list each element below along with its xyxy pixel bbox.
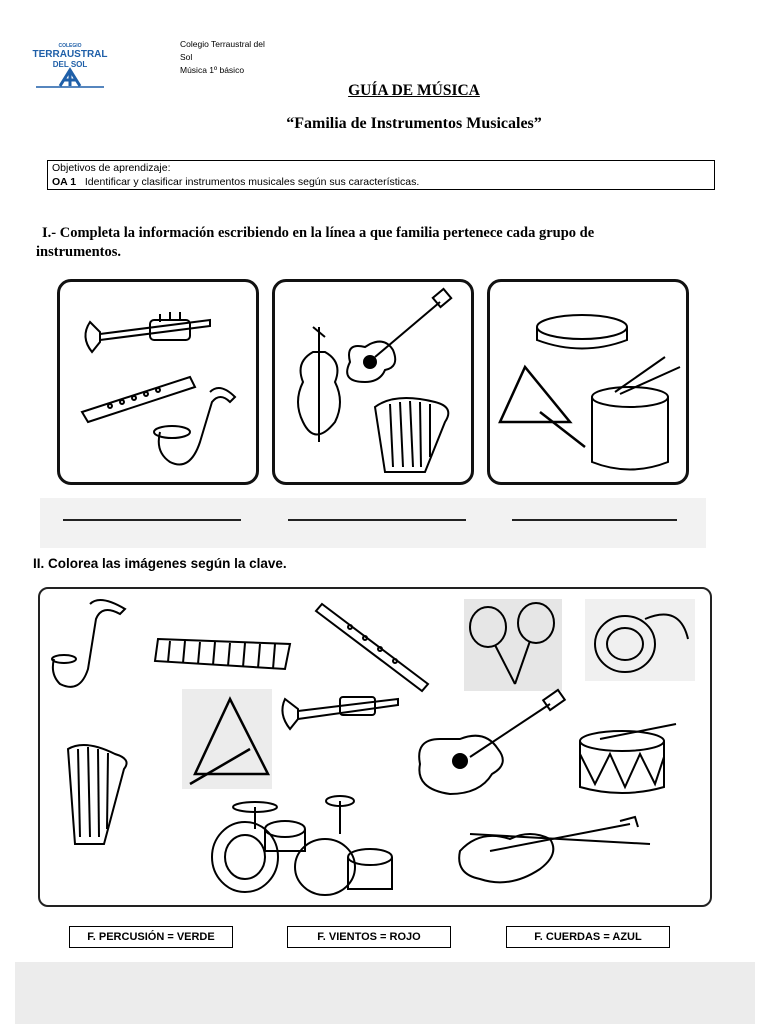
section1-instruction (36, 224, 726, 262)
triangle-icon (182, 689, 272, 789)
tuba-icon (585, 599, 695, 681)
guitar-icon (419, 690, 565, 794)
page-title: GUÍA DE MÚSICA (348, 82, 480, 99)
answer-lines-area (40, 498, 706, 548)
answer-line-1[interactable] (63, 519, 241, 521)
key-strings: F. CUERDAS = AZUL (506, 926, 670, 948)
section1-line2: instrumentos. (36, 244, 121, 260)
school-name-line1: Colegio Terraustral del (180, 39, 265, 49)
oa-label: OA 1 (52, 176, 77, 188)
guitar-icon (347, 289, 451, 382)
trumpet-icon (282, 697, 398, 729)
school-info (180, 38, 265, 77)
key-percussion: F. PERCUSIÓN = VERDE (69, 926, 233, 948)
page-footer-area (15, 962, 755, 1024)
triangle-icon (500, 367, 585, 447)
violin-icon (459, 817, 650, 882)
harp-icon (375, 398, 448, 472)
section1-line1: I.- Completa la información escribiendo en la línea a que familia pertenece cada grupo de (42, 225, 595, 241)
oa-text: Identificar y clasificar instrumentos musicales según sus características. (84, 176, 420, 188)
instrument-group-percussion (487, 279, 689, 485)
coloring-area (38, 587, 712, 907)
saxophone-icon (52, 600, 125, 687)
school-name-line2: Sol (180, 52, 193, 62)
harp-icon (68, 745, 127, 844)
key-winds: F. VIENTOS = ROJO (287, 926, 451, 948)
saxophone-icon (154, 388, 235, 465)
tambourine-icon (537, 315, 627, 349)
section2-instruction: II. Colorea las imágenes según la clave. (33, 556, 287, 571)
recorder-icon (316, 604, 428, 691)
recorder-icon (82, 377, 195, 422)
course-line: Música 1º básico (180, 65, 245, 75)
violin-icon (298, 327, 340, 442)
xylophone-icon (155, 639, 290, 669)
answer-line-2[interactable] (288, 519, 466, 521)
drum-icon (592, 357, 680, 470)
svg-text:DEL SOL: DEL SOL (52, 60, 88, 69)
answer-line-3[interactable] (512, 519, 677, 521)
objective-oa1 (52, 175, 714, 189)
drum-kit-icon (212, 796, 392, 895)
trumpet-icon (85, 312, 210, 352)
instrument-group-winds (57, 279, 259, 485)
objectives-heading: Objetivos de aprendizaje: (52, 162, 171, 174)
instrument-group-strings (272, 279, 474, 485)
maracas-icon (464, 599, 562, 691)
page-subtitle: “Familia de Instrumentos Musicales” (286, 115, 542, 132)
svg-text:TERRAUSTRAL: TERRAUSTRAL (32, 49, 108, 60)
drum-icon (580, 724, 676, 793)
svg-text:COLEGIO: COLEGIO (58, 43, 82, 49)
objectives-box (47, 160, 715, 190)
